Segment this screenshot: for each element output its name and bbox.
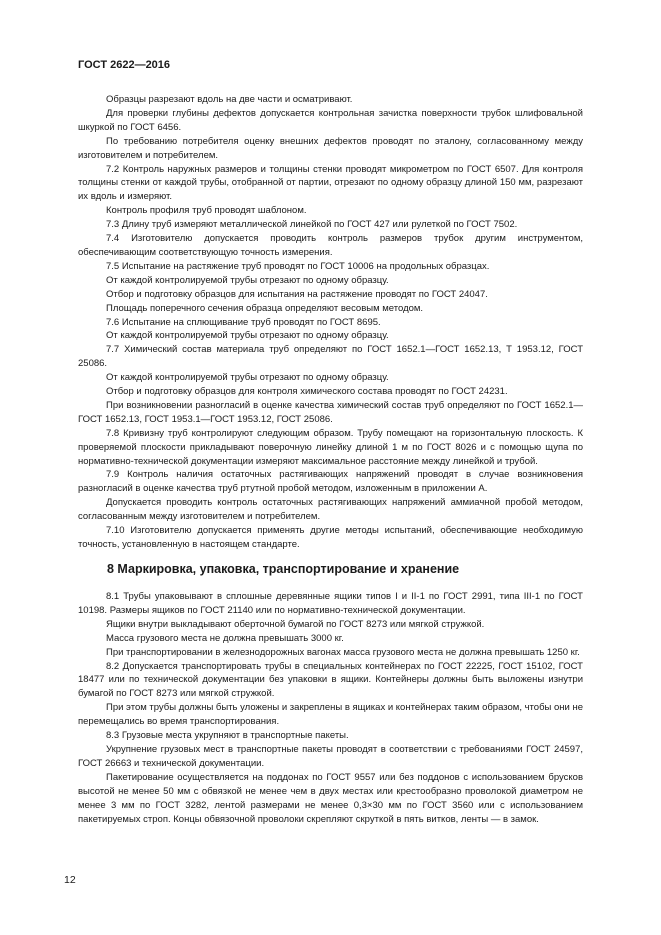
paragraph: 7.10 Изготовителю допускается применять другие методы испытаний, обеспечивающие необходимую точность, установленную в настоящем стандарте. xyxy=(78,525,583,550)
paragraph: 8.1 Трубы упаковывают в сплошные деревянные ящики типов I и II-1 по ГОСТ 2991, типа III-1 по ГОСТ 10198. Размеры ящиков по ГОСТ 21140 или по нормативно-технической документации. xyxy=(78,591,583,616)
page-number: 12 xyxy=(64,874,76,886)
paragraph: 7.9 Контроль наличия остаточных растягивающих напряжений проводят в случае возникновения разногласий в оценке качества труб ртутной пробой методом, изложенным в приложении А. xyxy=(78,469,583,495)
paragraph: При этом трубы должны быть уложены и закреплены в ящиках и контейнерах таким образом, чтобы они не перемещались во время транспортирования. xyxy=(78,702,583,728)
paragraph: Отбор и подготовку образцов для контроля химического состава проводят по ГОСТ 24231. xyxy=(106,386,508,398)
paragraph: Допускается проводить контроль остаточных растягивающих напряжений аммиачной пробой методом, согласованным между изготовителем и потребителем. xyxy=(78,497,583,523)
paragraph: 7.4 Изготовителю допускается проводить контроль размеров трубок другим инструментом, обеспечивающим соответствующую точность измерения. xyxy=(78,233,583,258)
paragraph: 7.3 Длину труб измеряют металлической линейкой по ГОСТ 427 или рулеткой по ГОСТ 7502. xyxy=(106,219,518,231)
paragraph: 7.5 Испытание на растяжение труб проводят по ГОСТ 10006 на продольных образцах. xyxy=(106,260,490,272)
paragraph: Укрупнение грузовых мест в транспортные пакеты проводят в соответствии с требованиями ГОСТ 24597, ГОСТ 26663 и технической документации. xyxy=(78,743,583,769)
paragraph: По требованию потребителя оценку внешних дефектов проводят по эталону, согласованному между изготовителем и потребителем. xyxy=(78,135,583,161)
paragraph: 8.3 Грузовые места укрупняют в транспортные пакеты. xyxy=(106,730,349,742)
paragraph: Ящики внутри выкладывают оберточной бумагой по ГОСТ 8273 или мягкой стружкой. xyxy=(106,618,485,630)
paragraph: Контроль профиля труб проводят шаблоном. xyxy=(106,205,307,217)
paragraph: 7.8 Кривизну труб контролируют следующим образом. Трубу помещают на горизонтальную плоскость. К проверяемой плоскости прикладывают поверочную линейку длиной 1 м по ГОСТ 8026 и с помощью щупа по нормативно-технической документации измеряют максимальное расстояние между линейкой и трубой. xyxy=(78,427,583,467)
paragraph: 7.7 Химический состав материала труб определяют по ГОСТ 1652.1—ГОСТ 1652.13, Т 1953.12, ГОСТ 25086. xyxy=(78,344,583,370)
paragraph: От каждой контролируемой трубы отрезают по одному образцу. xyxy=(106,330,389,342)
paragraph: 8.2 Допускается транспортировать трубы в специальных контейнерах по ГОСТ 22225, ГОСТ 15102, ГОСТ 18477 или по технической документации без упаковки в ящики. Контейнеры должны быть выложены изнутри бумагой по ГОСТ 8273 или мягкой стружкой. xyxy=(78,660,583,700)
body-text-top xyxy=(78,93,583,552)
paragraph: Отбор и подготовку образцов для испытания на растяжение проводят по ГОСТ 24047. xyxy=(106,288,488,300)
paragraph: Площадь поперечного сечения образца определяют весовым методом. xyxy=(106,302,424,314)
paragraph: 7.2 Контроль наружных размеров и толщины стенки проводят микрометром по ГОСТ 6507. Для контроля толщины стенки от каждой трубы, отобранной от партии, отрезают по одному образцу длиной 150 мм, разрезают их вдоль и измеряют. xyxy=(78,163,583,203)
paragraph: Масса грузового места не должна превышать 3000 кг. xyxy=(106,632,344,644)
section-heading: 8 Маркировка, упаковка, транспортирование и хранение xyxy=(107,562,460,576)
paragraph: От каждой контролируемой трубы отрезают по одному образцу. xyxy=(106,274,389,286)
document-header: ГОСТ 2622—2016 xyxy=(78,59,171,71)
paragraph: 7.6 Испытание на сплющивание труб проводят по ГОСТ 8695. xyxy=(106,316,381,328)
paragraph: При транспортировании в железнодорожных вагонах масса грузового места не должна превышать 1250 кг. xyxy=(106,646,580,658)
paragraph: От каждой контролируемой трубы отрезают по одному образцу. xyxy=(106,372,389,384)
paragraph: При возникновении разногласий в оценке качества химический состав труб определяют по ГОСТ 1652.1—ГОСТ 1652.13, ГОСТ 1953.1—ГОСТ 1953.12, ГОСТ 25086. xyxy=(78,399,583,425)
paragraph: Образцы разрезают вдоль на две части и осматривают. xyxy=(106,94,353,105)
body-text-bottom xyxy=(78,590,583,826)
paragraph: Пакетирование осуществляется на поддонах по ГОСТ 9557 или без поддонов с использованием брусков высотой не менее 50 мм с обвязкой не менее чем в двух местах или крестообразно проволокой диаметром не менее 3 мм по ГОСТ 3282, лентой размерами не менее 0,3×30 мм по ГОСТ 3560 или с использованием пакетируемых строп. Концы обвязочной проволоки скрепляют скруткой в пять витков, ленты — в замок. xyxy=(78,771,583,825)
paragraph: Для проверки глубины дефектов допускается контрольная зачистка поверхности трубок шлифовальной шкуркой по ГОСТ 6456. xyxy=(78,107,583,133)
